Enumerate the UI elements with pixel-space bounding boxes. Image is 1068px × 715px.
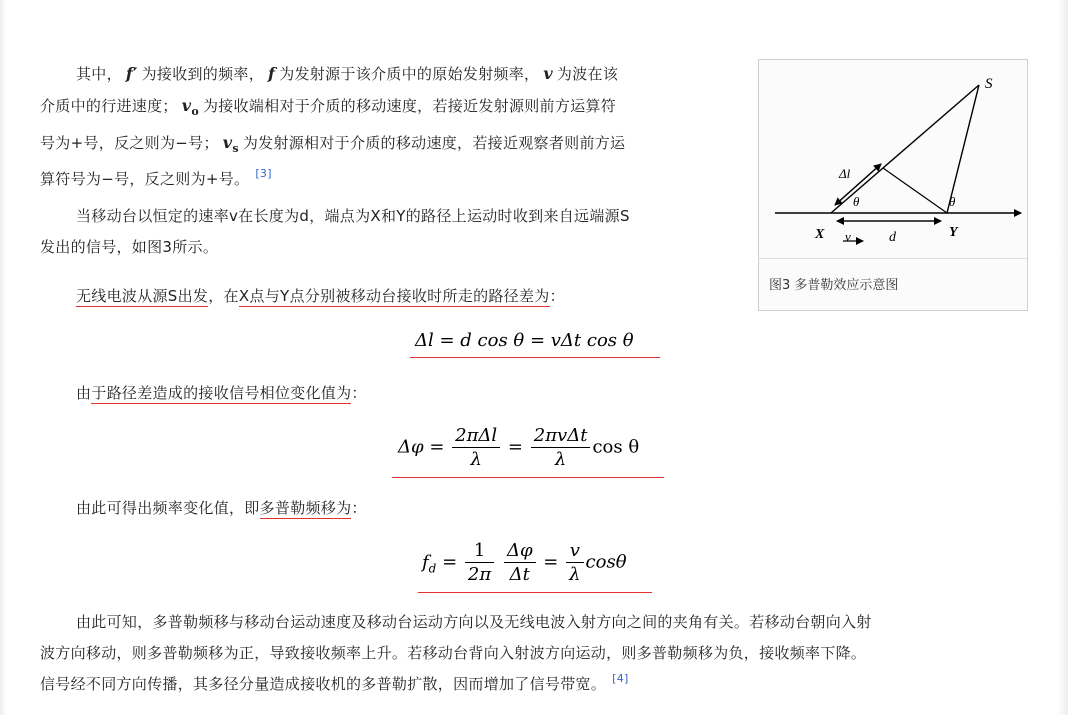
text-line: 信号经不同方向传播，其多径分量造成接收机的多普勒扩散，因而增加了信号带宽。 (40, 675, 607, 693)
figure-divider (759, 258, 1027, 259)
reference-link-3[interactable]: [3] (255, 167, 272, 181)
text-line: 当移动台以恒定的速率v在长度为d，端点为X和Y的路径上运动时收到来自远端源S (76, 207, 630, 225)
perpendicular-line (883, 168, 947, 213)
formula-underline (418, 592, 652, 593)
label-v: v (845, 229, 851, 244)
text-segment: ，在 (208, 287, 239, 305)
underlined-phrase: 无线电波从源S出发 (76, 287, 209, 305)
text-segment: ： (351, 499, 367, 517)
text-segment: 为发射源于该介质中的原始发射频率， (279, 65, 540, 83)
paragraph-path-difference (40, 281, 565, 312)
doppler-diagram[interactable] (759, 60, 1027, 258)
underlined-phrase: 多普勒频移为 (259, 499, 352, 517)
formula-doppler-shift: $f_d$ = $\frac{1}{2\pi}$ $\frac{\Delta\varphi}{\Delta t}$ = $\frac{v}{\lambda}$ cosθ (422, 540, 627, 585)
text-segment: 由 (76, 384, 92, 402)
text-segment: 介质中的行进速度； (40, 97, 178, 115)
symbol-v-s: $v_s$ (222, 133, 239, 156)
text-segment: 为接收端相对于介质的移动速度，若接近发射源则前方运算符 (202, 97, 617, 115)
text-segment: ： (549, 287, 565, 305)
text-segment: 其中， (76, 65, 122, 83)
label-y: Y (949, 225, 958, 240)
text-segment: 算符号为−号，反之则为+号。 (40, 170, 250, 189)
label-x: X (815, 227, 825, 242)
label-theta-right: θ (949, 194, 956, 209)
formula-underline (392, 477, 664, 478)
formula-path-difference: Δl = d cos θ = vΔt cos θ (415, 330, 634, 351)
text-segment: 号为+号，反之则为−号； (40, 134, 219, 153)
paragraph-scenario (40, 201, 630, 263)
text-segment: ： (351, 384, 367, 402)
paragraph-definitions (40, 58, 625, 195)
formula-underline (410, 357, 660, 358)
right-gutter (1058, 0, 1068, 715)
label-theta-left: θ (853, 194, 860, 209)
paragraph-phase-change (40, 378, 367, 409)
text-segment: 为发射源相对于介质的移动速度，若接近观察者则前方运 (242, 134, 626, 153)
text-segment: 为接收到的频率， (141, 65, 265, 83)
paragraph-doppler-shift (40, 493, 367, 524)
text-segment: 由此可得出频率变化值，即 (76, 499, 260, 517)
label-delta-l: Δl (839, 166, 851, 181)
symbol-f: f (268, 64, 276, 83)
text-line: 波方向移动，则多普勒频移为正，导致接收频率上升。若移动台背向入射波方向运动，则多普勒频移为负，接收频率下降。 (40, 644, 867, 662)
formula-phase-change: Δφ = $\frac{\text{2πΔl}}{\lambda}$ = $\frac{\text{2πvΔt}}{\lambda}$ cos θ (398, 425, 640, 470)
symbol-f-prime: f′ (125, 64, 138, 83)
figure-caption: 图3 多普勒效应示意图 (769, 278, 899, 293)
text-segment: 为波在该 (556, 65, 619, 83)
figure-3-box (758, 59, 1028, 311)
label-s: S (985, 76, 993, 92)
symbol-v: v (543, 64, 553, 83)
label-d: d (889, 230, 896, 245)
underlined-phrase: X点与Y点分别被移动台接收时所走的路径差为 (238, 287, 550, 305)
underlined-phrase: 于路径差造成的接收信号相位变化值为 (91, 384, 352, 402)
reference-link-4[interactable]: [4] (612, 672, 629, 685)
symbol-v-o: $v_o$ (181, 96, 199, 119)
paragraph-conclusion (40, 607, 872, 700)
left-gutter (0, 0, 6, 715)
text-line: 由此可知，多普勒频移与移动台运动速度及移动台运动方向以及无线电波入射方向之间的夹角有关。若移动台朝向入射 (76, 613, 872, 631)
text-line: 发出的信号，如图3所示。 (40, 238, 219, 256)
